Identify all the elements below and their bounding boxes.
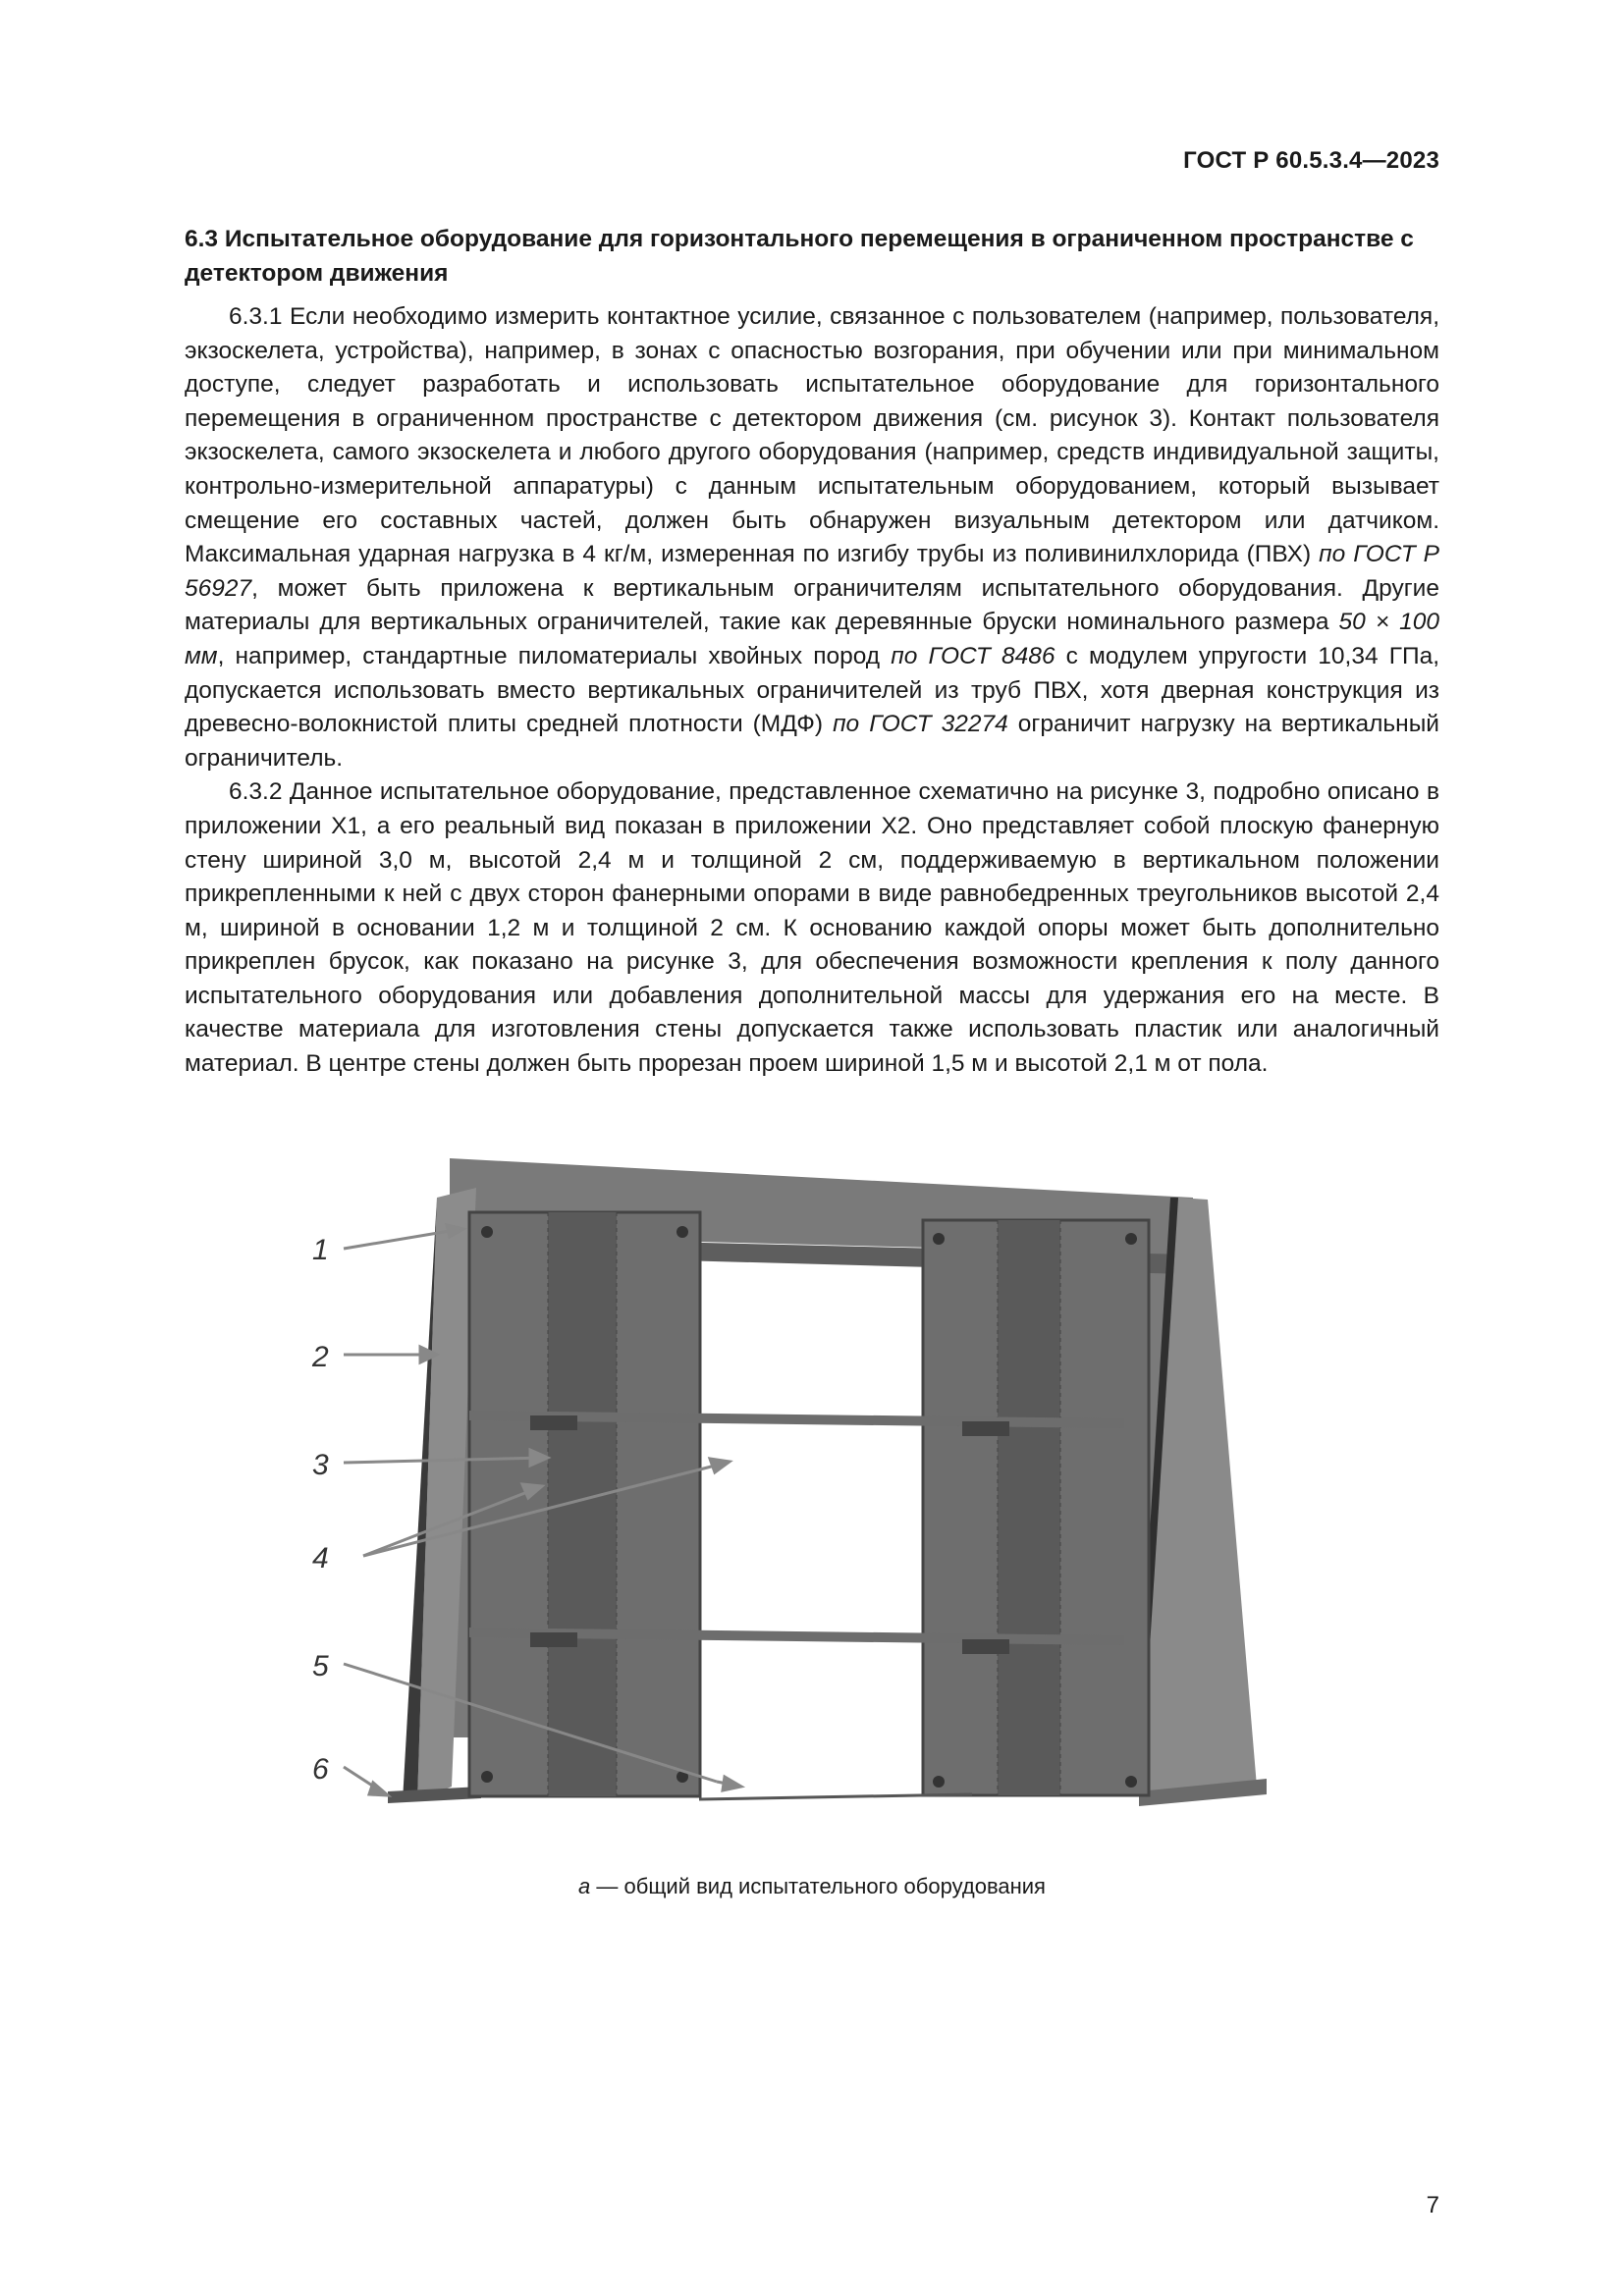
bolt xyxy=(677,1226,688,1238)
callout-3: 3 xyxy=(312,1449,329,1481)
paragraph-6-3-2: 6.3.2 Данное испытательное оборудование, представленное схематично на рисунке 3, подробно описано в приложении X1, а его реальный вид показан в приложении X2. Оно представляет собой плоскую фанерную стену шириной 3,0 м, высотой 2,4 м и толщиной 2 см, поддерживаемую в вертикальном положении прикрепленными к ней с двух сторон фанерными опорами в виде равнобедренных треугольников высотой 2,4 м, шириной в основании 1,2 м и толщиной 2 см. К основанию каждой опоры может быть дополнительно прикреплен брусок, как показано на рисунке 3, для обеспечения возможности крепления к полу данного испытательного оборудования или добавления дополнительной массы для удержания его на месте. В качестве материала для изготовления стены допускается также использовать пластик или аналогичный материал. В центре стены должен быть прорезан проем шириной 1,5 м и высотой 2,1 м от пола. xyxy=(185,778,1439,1078)
p1-text-4: с модулем упругости 10,34 ГПа, допускается использовать вместо вертикальных ограничителей из труб ПВХ, хотя дверная конструкция из древесно-волокнистой плиты средней плотности (МДФ) xyxy=(185,642,1440,738)
bolt xyxy=(933,1233,945,1245)
caption-text: — общий вид испытательного оборудования xyxy=(590,1874,1046,1898)
callout-5: 5 xyxy=(312,1650,329,1682)
bolt xyxy=(481,1771,493,1783)
callout-1: 1 xyxy=(312,1234,329,1266)
page-number: 7 xyxy=(1426,2192,1439,2218)
sensor-lower-left xyxy=(530,1632,577,1647)
callout-6: 6 xyxy=(312,1753,329,1786)
p1-ref-gost-56927: по ГОСТ Р 56927 xyxy=(185,541,1439,602)
sensor-upper-right xyxy=(962,1421,1009,1436)
section-title: 6.3 Испытательное оборудование для горизонтального перемещения в ограниченном пространстве с детектором движения xyxy=(185,226,1414,287)
main-content xyxy=(185,222,1439,1082)
bolt xyxy=(481,1226,493,1238)
right-panel-center xyxy=(998,1220,1060,1795)
left-base-board xyxy=(388,1787,481,1803)
p1-text-5: ограничит нагрузку на вертикальный ограничитель. xyxy=(185,711,1439,772)
p1-text-1: 6.3.1 Если необходимо измерить контактное усилие, связанное с пользователем (например, пользователя, экзоскелета, устройства), например, в зонах с опасностью возгорания, при обучении или при минимальном доступе, следует разработать и использовать испытательное оборудование для горизонтального перемещения в ограниченном пространстве с детектором движения (см. рисунок 3). Контакт пользователя экзоскелета, самого экзоскелета и любого другого оборудования (например, средств индивидуальной защиты, контрольно-измерительной аппаратуры) с данным испытательным оборудованием, который вызывает смещение его составных частей, должен быть обнаружен визуальным детектором или датчиком. Максимальная ударная нагрузка в 4 кг/м, измеренная по изгибу трубы из поливинилхлорида (ПВХ) xyxy=(185,303,1439,568)
paragraph-6-3-1 xyxy=(185,300,1439,775)
callout-2: 2 xyxy=(312,1341,329,1373)
p1-text-3: , например, стандартные пиломатериалы хвойных пород xyxy=(217,642,892,669)
bolt xyxy=(933,1776,945,1788)
figure-caption xyxy=(0,1874,1624,1899)
p1-ref-gost-8486: по ГОСТ 8486 xyxy=(891,642,1056,669)
p1-ref-size: 50 × 100 мм xyxy=(185,609,1439,669)
equipment-drawing xyxy=(295,1158,1296,1845)
p1-text-2: , может быть приложена к вертикальным ограничителям испытательного оборудования. Другие материалы для вертикальных ограничителей, такие как деревянные бруски номинального размера xyxy=(185,574,1439,636)
standard-header: ГОСТ Р 60.5.3.4—2023 xyxy=(1183,147,1439,174)
sensor-lower-right xyxy=(962,1639,1009,1654)
callout-4: 4 xyxy=(312,1542,329,1575)
p1-ref-gost-32274: по ГОСТ 32274 xyxy=(833,711,1008,738)
bolt xyxy=(1125,1776,1137,1788)
sensor-upper-left xyxy=(530,1415,577,1430)
bolt xyxy=(1125,1233,1137,1245)
caption-letter: а xyxy=(578,1874,591,1898)
figure-3-test-equipment xyxy=(295,1158,1296,1845)
